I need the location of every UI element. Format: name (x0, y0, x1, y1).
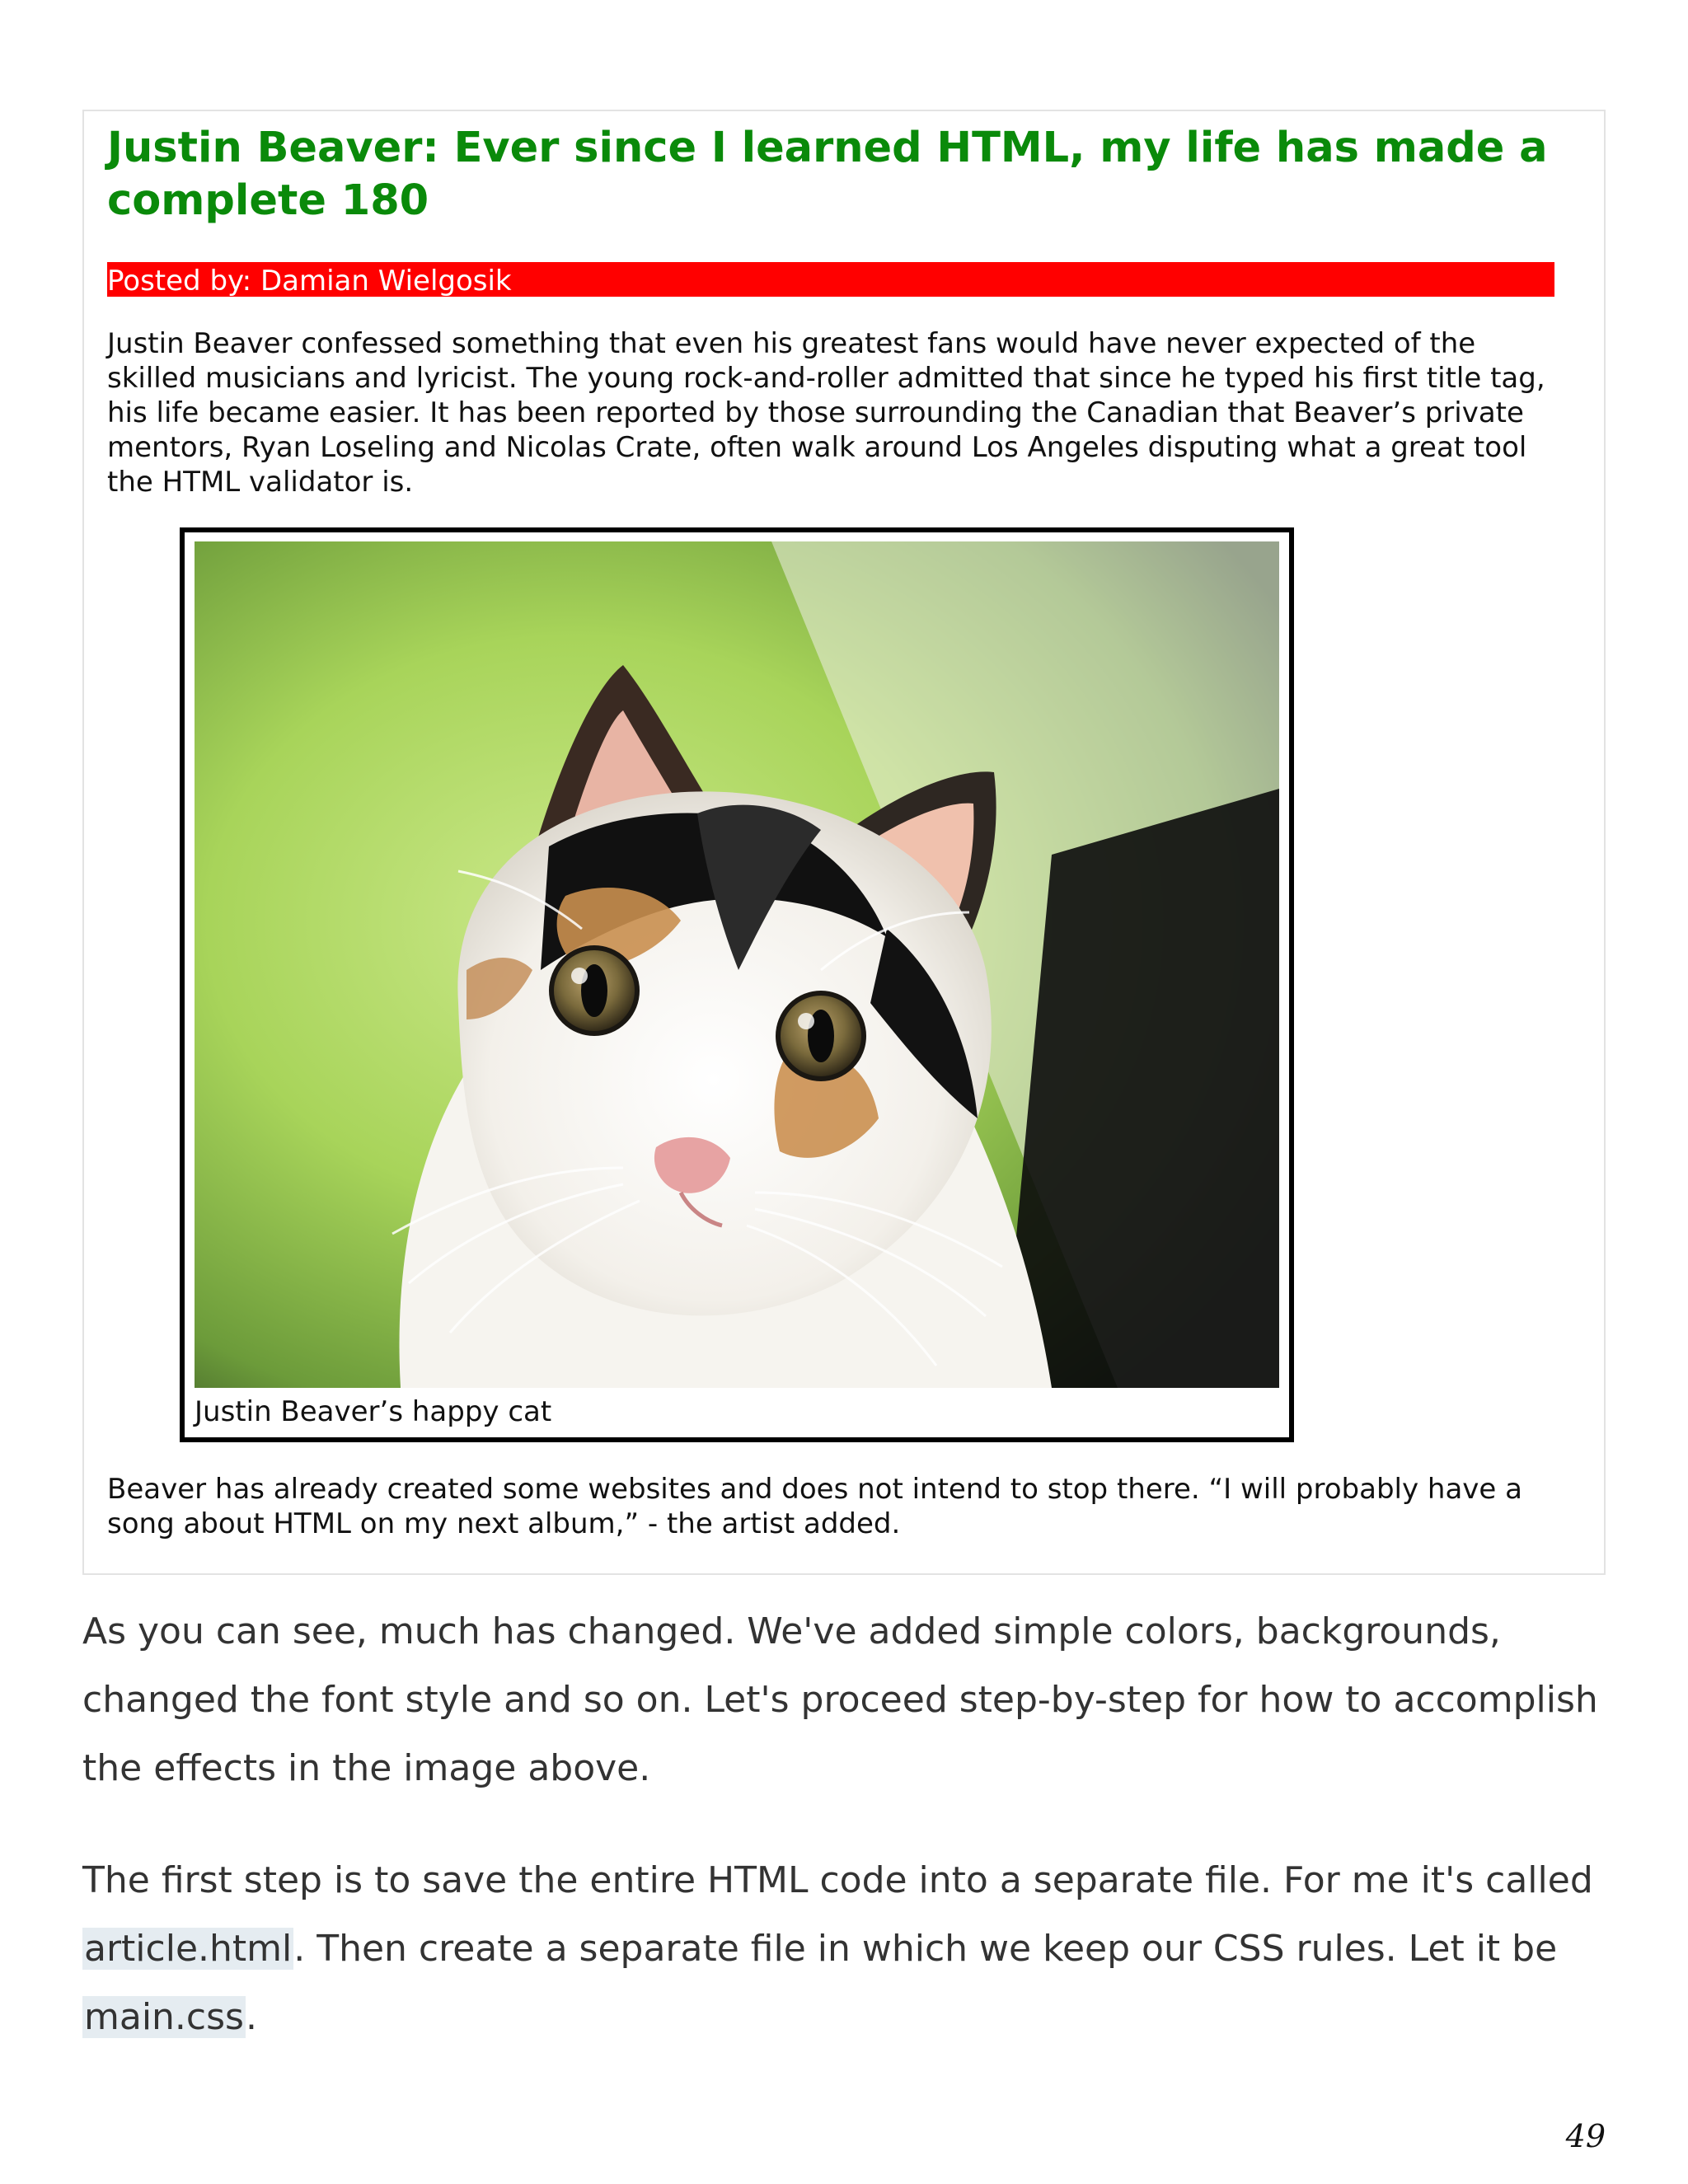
posted-by-bar: Posted by: Damian Wielgosik (107, 262, 1554, 297)
code-filename-main-css: main.css (84, 1996, 244, 2038)
book-paragraph-2 (82, 1846, 1606, 2051)
paragraph-2-text-1: The first step is to save the entire HTML code into a separate file. For me it's called (82, 1859, 1593, 1901)
code-filename-article-html: article.html (84, 1928, 293, 1970)
figure-caption: Justin Beaver’s happy cat (195, 1395, 552, 1428)
kitten-photo (195, 541, 1279, 1388)
page-number: 49 (1565, 2118, 1606, 2154)
paragraph-2-text-2: . Then create a separate file in which we keep our CSS rules. Let it be (293, 1928, 1558, 1970)
article-body-paragraph-2: Beaver has already created some websites and does not intend to stop there. “I will probably have a song about HTML on my next album,” - the artist added. (107, 1473, 1522, 1540)
paragraph-2-text-3: . (245, 1996, 257, 2038)
book-paragraph-1: As you can see, much has changed. We've added simple colors, backgrounds, changed the font style and so on. Let's proceed step-by-step for how to accomplish the effects in the image above. (82, 1610, 1598, 1789)
article-body-paragraph: Justin Beaver confessed something that even his greatest fans would have never expected of the skilled musicians and lyricist. The young rock-and-roller admitted that since he typed his first title tag, his life became easier. It has been reported by those surrounding the Canadian that Beaver’s private mentors, Ryan Loseling and Nicolas Crate, often walk around Los Angeles disputing what a great tool the HTML validator is. (107, 327, 1545, 499)
article-title: Justin Beaver: Ever since I learned HTML, my life has made a complete 180 (107, 124, 1548, 225)
